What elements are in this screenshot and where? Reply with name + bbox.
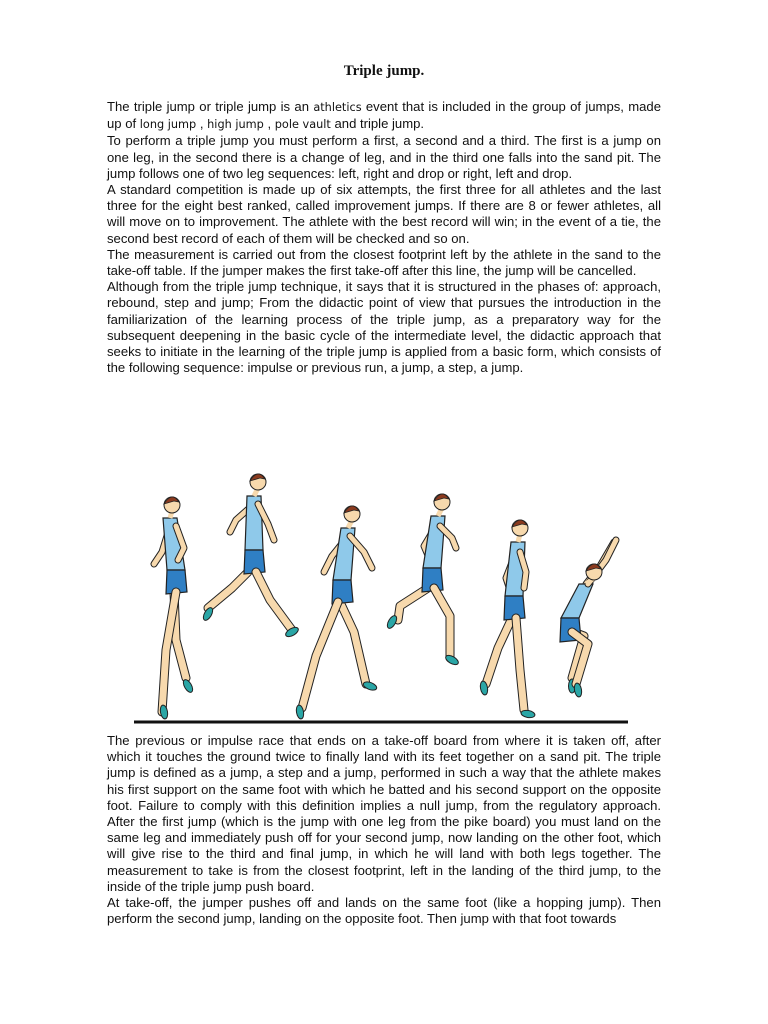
- pole-vault-link[interactable]: pole vault: [274, 118, 331, 132]
- athlete-figure-5: [479, 520, 535, 719]
- back-leg: [486, 618, 512, 684]
- athlete-figure-3: [295, 506, 377, 720]
- front-shoe: [520, 709, 535, 718]
- paragraph-competition: A standard competition is made up of six attempts, the first three for all athletes and the last three for the eight best ranked, called improvement jumps. If there are 8 or fewer athletes, all will move on to improvement. The athlete with the best record will win; in the event of a tie, the second best record of each of them will be checked and so on.: [107, 182, 661, 246]
- athlete-figure-4: [385, 494, 459, 667]
- shirt: [561, 584, 593, 618]
- document-title: Triple jump.: [343, 63, 425, 79]
- front-shoe: [573, 682, 582, 697]
- top-text-block: [107, 99, 661, 376]
- paragraph-leg-sequence: To perform a triple jump you must perform a first, a second and a third. The first is a jump on one leg, in the second there is a change of leg, and in the third one falls into the sand pit. The jump follows one of two leg sequences: left, right and drop or right, left and drop.: [107, 133, 661, 181]
- back-shoe: [201, 606, 214, 622]
- athlete-figure-1: [154, 497, 195, 720]
- long-jump-link[interactable]: long jump: [139, 118, 197, 132]
- front-leg: [256, 572, 292, 630]
- front-leg: [434, 588, 450, 658]
- jumpers-svg: [128, 460, 633, 725]
- front-leg: [302, 602, 338, 708]
- athletics-link[interactable]: athletics: [313, 101, 362, 114]
- intro-paragraph: The triple jump or triple jump is an athletics event that is included in the group of jumps, made up of long jump , high jump , pole vault and triple jump.: [107, 99, 661, 132]
- paragraph-didactic: Although from the triple jump technique, it says that it is structured in the phases of: approach, rebound, step and jump; From the didactic point of view that pursues the introduction in the familiarization of the learning process of the triple jump, as a preparatory way for the subsequent deepening in the basic cycle of the intermediate level, the didactic approach that seeks to initiate in the learning of the triple jump is applied from a basic form, which consists of the following sequence: impulse or previous run, a jump, a step, a jump.: [107, 279, 661, 376]
- front-shoe: [159, 704, 168, 719]
- paragraph-impulse-race: The previous or impulse race that ends on a take-off board from where it is taken off, after which it touches the ground twice to finally land with its feet together on a sand pit. The triple jump is defined as a jump, a step and a jump, performed in such a way that the athlete makes his first support on the same foot with which he batted and his second support on the opposite foot. Failure to comply with this definition implies a null jump, from the regulatory approach. After the first jump (which is the jump with one leg from the pike board) you must land on the same leg and immediately push off for your second jump, now landing on the other foot, which will give rise to the third and final jump, in which he will land with both legs together. The measurement to take is from the closest footprint, left in the landing of the third jump, to the inside of the triple jump push board.: [107, 733, 661, 894]
- triple-jump-illustration: [128, 460, 633, 725]
- high-jump-link[interactable]: high jump: [207, 118, 264, 132]
- paragraph-measurement: The measurement is carried out from the closest footprint left by the athlete in the sand to the take-off table. If the jumper makes the first take-off after this line, the jump will be cancelled.: [107, 246, 661, 279]
- back-shoe: [181, 678, 194, 694]
- paragraph-take-off: At take-off, the jumper pushes off and lands on the same foot (like a hopping jump). Then perform the second jump, landing on the opposite foot. Then jump with that foot towards: [107, 895, 661, 927]
- back-leg: [340, 602, 366, 684]
- back-leg: [208, 572, 248, 608]
- front-leg: [516, 618, 524, 710]
- bottom-text-block: [107, 733, 661, 927]
- athlete-figure-6: [560, 540, 616, 698]
- athlete-figure-2: [201, 474, 299, 639]
- back-shoe: [362, 680, 378, 691]
